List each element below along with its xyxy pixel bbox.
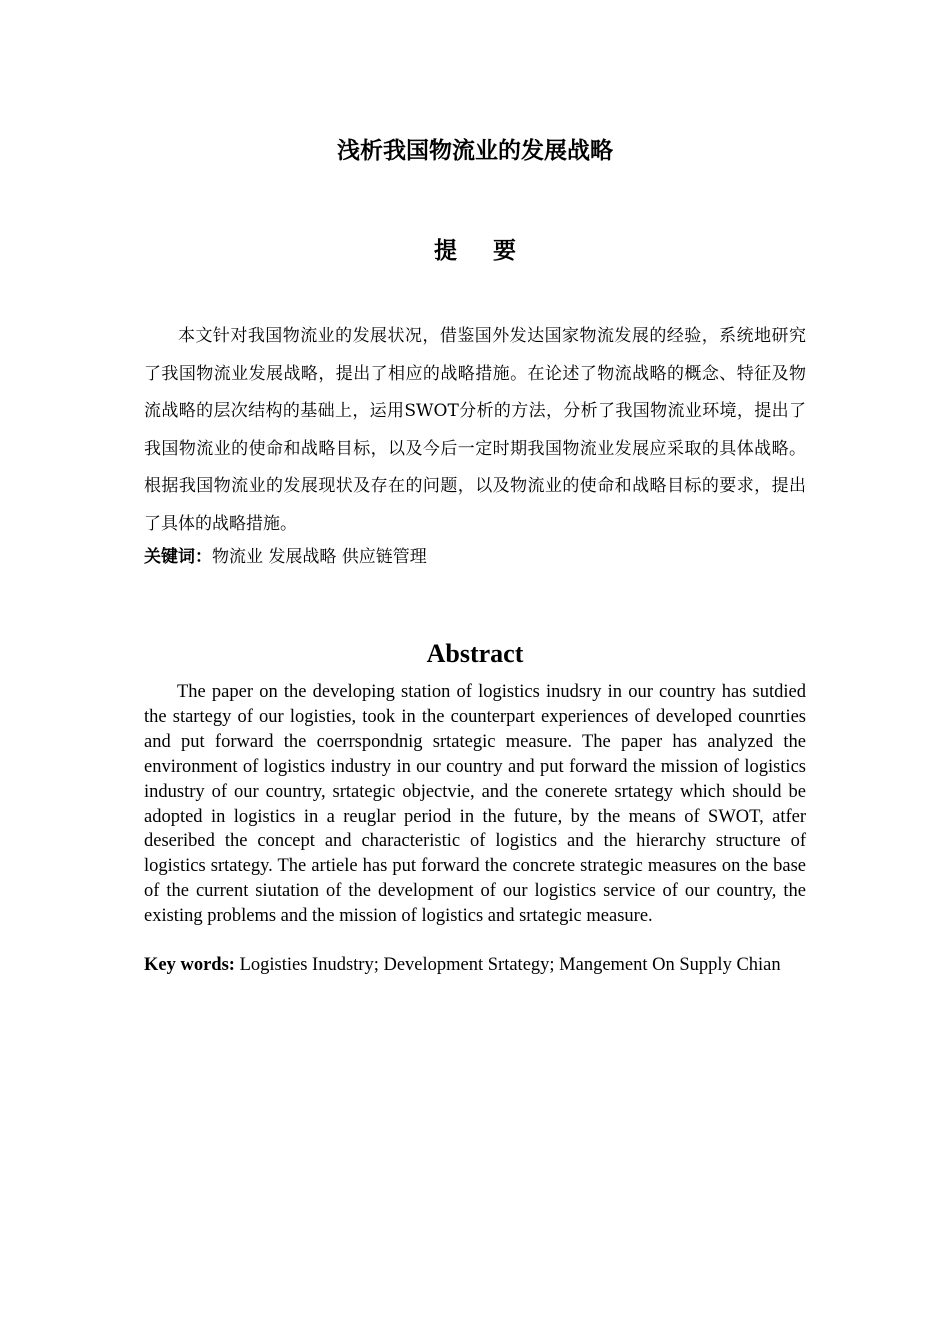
english-keywords-value: Logisties Inudstry; Development Srtategy; Mangement On Supply Chian [239,955,781,975]
english-keywords [144,953,844,978]
english-abstract-heading: Abstract [426,639,524,668]
paper-title: 浅析我国物流业的发展战略 [337,138,613,164]
chinese-keywords [144,544,806,570]
english-keywords-label: Key words: [144,955,235,975]
chinese-abstract-body: 本文针对我国物流业的发展状况，借鉴国外发达国家物流发展的经验，系统地研究了我国物流业发展战略，提出了相应的战略措施。在论述了物流战略的概念、特征及物流战略的层次结构的基础上，运用SWOT分析的方法，分析了我国物流业环境，提出了我国物流业的使命和战略目标，以及今后一定时期我国物流业发展应采取的具体战略。根据我国物流业的发展现状及存在的问题，以及物流业的使命和战略目标的要求，提出了具体的战略措施。 [144,326,806,534]
english-abstract-body: The paper on the developing station of logistics inudsry in our country has sutdied the startegy of our logisties, took in the counterpart experiences of developed counrties and put forward the coerrspondnig srtategic measure. The paper has analyzed the environment of logistics industry in our country and put forward the mission of logistics industry of our country, srtategic objectvie, and the conerete srtategy which should be adopted in logistics in a reuglar period in the future, by the means of SWOT, atfer deseribed the concept and characteristic of logistics and the hierarchy structure of logistics srtategy. The artiele has put forward the concrete strategic measures on the base of the current siutation of the development of our logistics service of our country, the existing problems and the mission of logistics and srtategic measure. [144,682,806,927]
chinese-abstract-heading: 提 要 [433,237,530,264]
chinese-keywords-value: 物流业 发展战略 供应链管理 [212,547,427,567]
chinese-keywords-label: 关键词： [144,547,212,567]
